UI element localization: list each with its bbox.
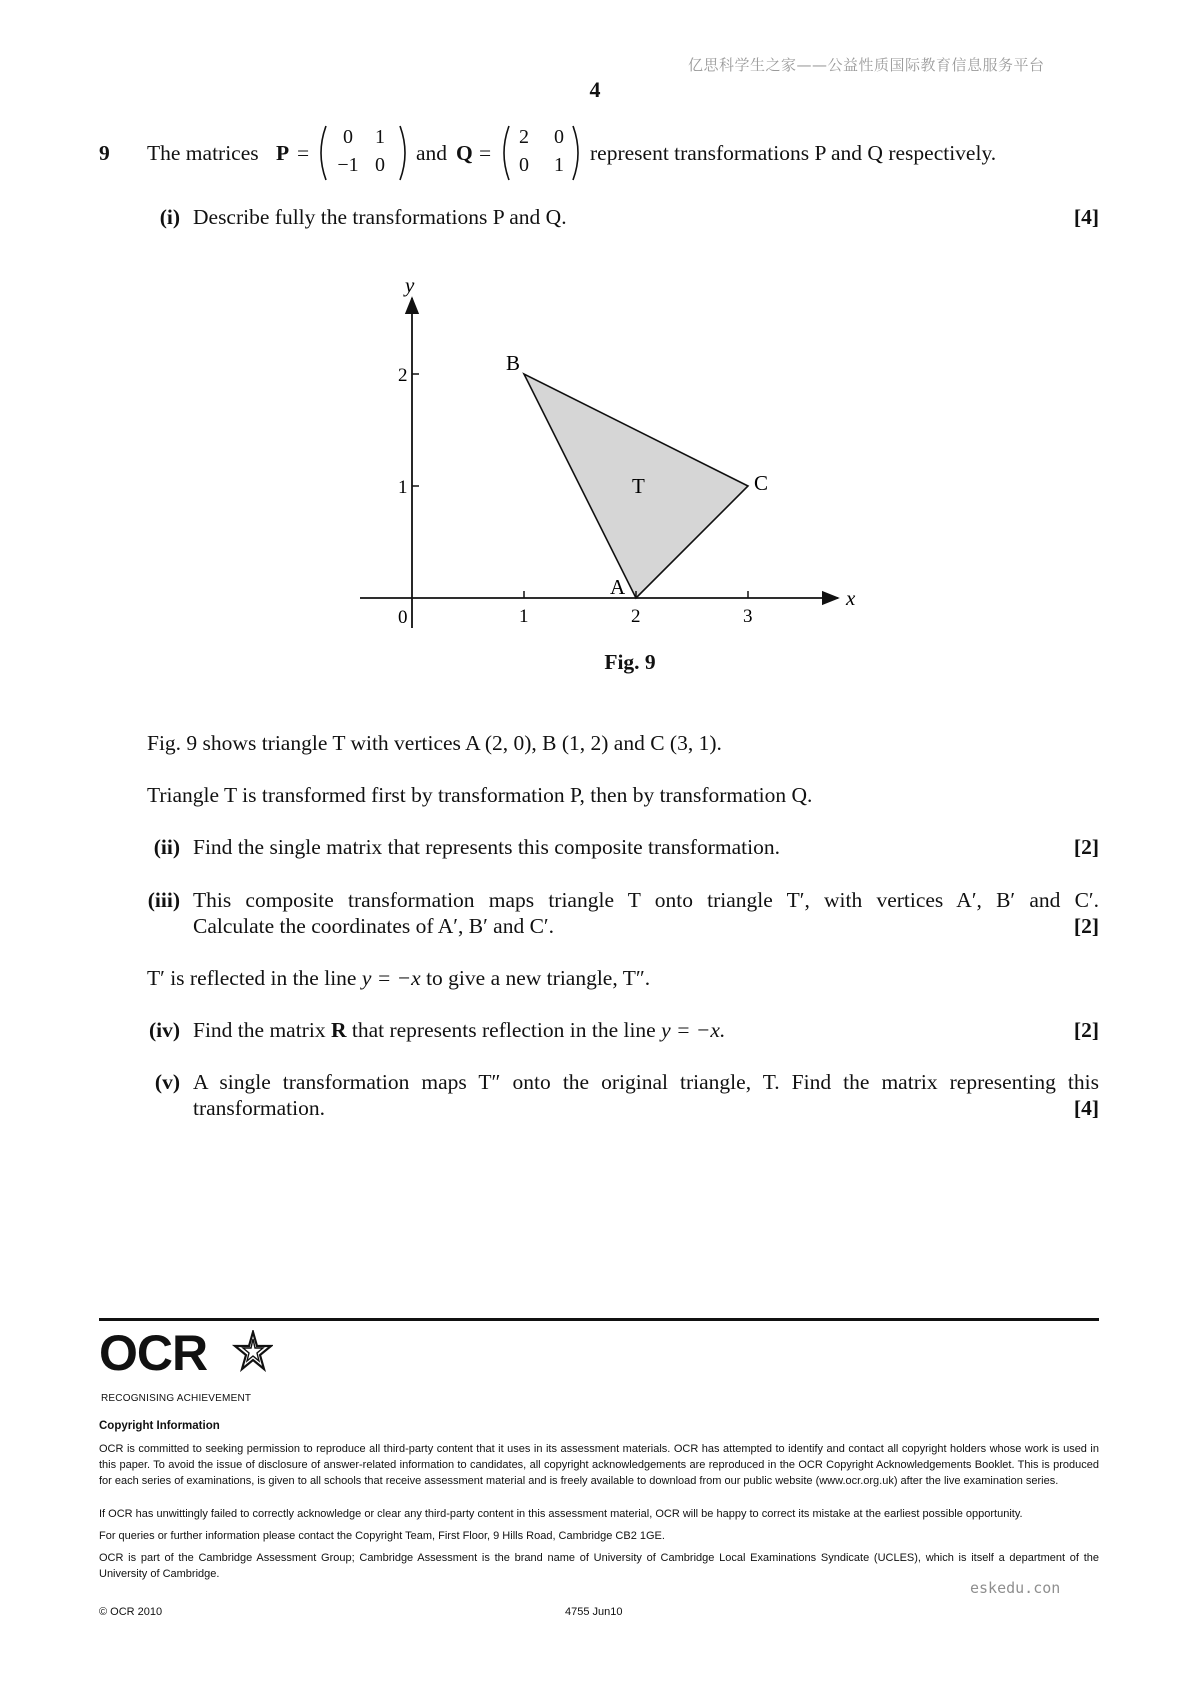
- ocr-star-icon: [223, 1330, 273, 1374]
- triangle-label: T: [632, 474, 645, 498]
- question-number: 9: [99, 141, 110, 165]
- footer-rule: [99, 1318, 1099, 1321]
- part-iv-marks: [2]: [1073, 1018, 1099, 1042]
- x-axis-label: x: [846, 586, 856, 610]
- origin-label: 0: [398, 607, 408, 628]
- matrix-p-cell: −1: [337, 154, 359, 176]
- vertex-c-label: C: [754, 471, 769, 495]
- part-i-text: Describe fully the transformations P and Q.: [193, 205, 567, 229]
- matrix-q-cell: 2: [519, 126, 529, 148]
- part-ii-text: Find the single matrix that represents this composite transformation.: [193, 835, 780, 859]
- y-tick-label: 2: [398, 365, 408, 386]
- figure-9: [360, 270, 880, 640]
- matrix-p-cell: 0: [343, 126, 353, 148]
- matrix-q-symbol: Q: [456, 141, 473, 165]
- paper-code: 4755 Jun10: [565, 1606, 623, 1618]
- part-v-marks: [4]: [1073, 1096, 1099, 1120]
- part-ii-marks: [2]: [1073, 835, 1099, 859]
- and-text: and: [416, 141, 448, 165]
- equals-sign: =: [479, 141, 492, 165]
- figure-caption: Fig. 9: [604, 650, 656, 674]
- figure-description: Fig. 9 shows triangle T with vertices A (2, 0), B (1, 2) and C (3, 1).: [147, 731, 722, 755]
- ocr-logo: [99, 1325, 279, 1392]
- matrix-q: [499, 124, 583, 182]
- part-v-line-2: transformation.: [193, 1096, 325, 1120]
- matrix-r-symbol: R: [330, 1018, 347, 1042]
- page-number: 4: [589, 77, 601, 102]
- vertex-b-label: B: [506, 351, 521, 375]
- footer-watermark: eskedu.con: [970, 1579, 1061, 1597]
- reflection-line-equation: y = −x: [361, 966, 421, 990]
- ocr-tagline: RECOGNISING ACHIEVEMENT: [101, 1393, 252, 1404]
- equals-sign: =: [297, 141, 310, 165]
- intro-text-2: represent transformations P and Q respectively.: [590, 141, 997, 165]
- part-v-label: (v): [154, 1070, 180, 1094]
- x-tick-label: 3: [743, 606, 753, 627]
- x-tick-label: 1: [519, 606, 529, 627]
- part-i-marks: [4]: [1073, 205, 1099, 229]
- y-tick-label: 1: [398, 477, 408, 498]
- part-v-line-1: A single transformation maps T″ onto the original triangle, T. Find the matrix representing this: [193, 1070, 1099, 1094]
- part-iii-marks: [2]: [1073, 914, 1099, 938]
- part-ii-label: (ii): [153, 835, 180, 859]
- matrix-q-cell: 1: [554, 154, 564, 176]
- matrix-p: [316, 124, 410, 182]
- reflection-statement: [147, 965, 650, 991]
- part-iv-text: [193, 1017, 725, 1043]
- copyright-paragraph-3: For queries or further information please contact the Copyright Team, First Floor, 9 Hills Road, Cambridge CB2 1GE.: [99, 1530, 665, 1542]
- part-i-label: (i): [159, 205, 180, 229]
- vertex-a-label: A: [610, 575, 626, 599]
- x-tick-label: 2: [631, 606, 641, 627]
- reflection-text-a: T′ is reflected in the line: [147, 966, 357, 990]
- ocr-logo-text: OCR: [99, 1325, 208, 1381]
- matrix-q-cell: 0: [554, 126, 564, 148]
- reflection-text-b: to give a new triangle, T″.: [426, 966, 651, 990]
- part-iv-text-a: Find the matrix: [193, 1018, 326, 1042]
- part-iii-line-2: Calculate the coordinates of A′, B′ and C′.: [193, 914, 555, 938]
- part-iii-line-1: This composite transformation maps triangle T onto triangle T′, with vertices A′, B′ and C′.: [193, 888, 1099, 912]
- copyright-notice: © OCR 2010: [99, 1606, 163, 1618]
- transform-description: Triangle T is transformed first by transformation P, then by transformation Q.: [147, 783, 813, 807]
- copyright-paragraph-2: If OCR has unwittingly failed to correctly acknowledge or clear any third-party content in this assessment material, OCR will be happy to correct its mistake at the earliest possible opportunity.: [99, 1508, 1023, 1520]
- copyright-paragraph-4: OCR is part of the Cambridge Assessment Group; Cambridge Assessment is the brand name of University of Cambridge Local Examinations Syndicate (UCLES), which is itself a department of the University of Cambridge.: [99, 1552, 1099, 1580]
- part-iv-label: (iv): [148, 1018, 180, 1042]
- copyright-title: Copyright Information: [99, 1420, 220, 1432]
- copyright-paragraph-1: OCR is committed to seeking permission to reproduce all third-party content that it uses in its assessment materials. OCR has attempted to identify and contact all copyright holders whose work is used in this paper. To avoid the issue of disclosure of answer-related information to candidates, all copyright acknowledgements are reproduced in the OCR Copyright Acknowledgements Booklet. This is produced for each series of examinations, is given to all schools that receive assessment material and is freely available to download from our public website (www.ocr.org.uk) after the live examination series.: [99, 1443, 1099, 1487]
- y-axis-label: y: [405, 273, 415, 297]
- header-watermark: 亿思科学生之家——公益性质国际教育信息服务平台: [688, 56, 1045, 74]
- intro-text-1: The matrices: [147, 141, 259, 165]
- matrix-p-symbol: P: [276, 141, 290, 165]
- matrix-q-cell: 0: [519, 154, 529, 176]
- part-iv-equation: y = −x.: [661, 1018, 726, 1042]
- part-iv-text-b: that represents reflection in the line: [351, 1018, 656, 1042]
- matrix-p-cell: 0: [375, 154, 385, 176]
- part-iii-label: (iii): [147, 888, 180, 912]
- matrix-p-cell: 1: [375, 126, 385, 148]
